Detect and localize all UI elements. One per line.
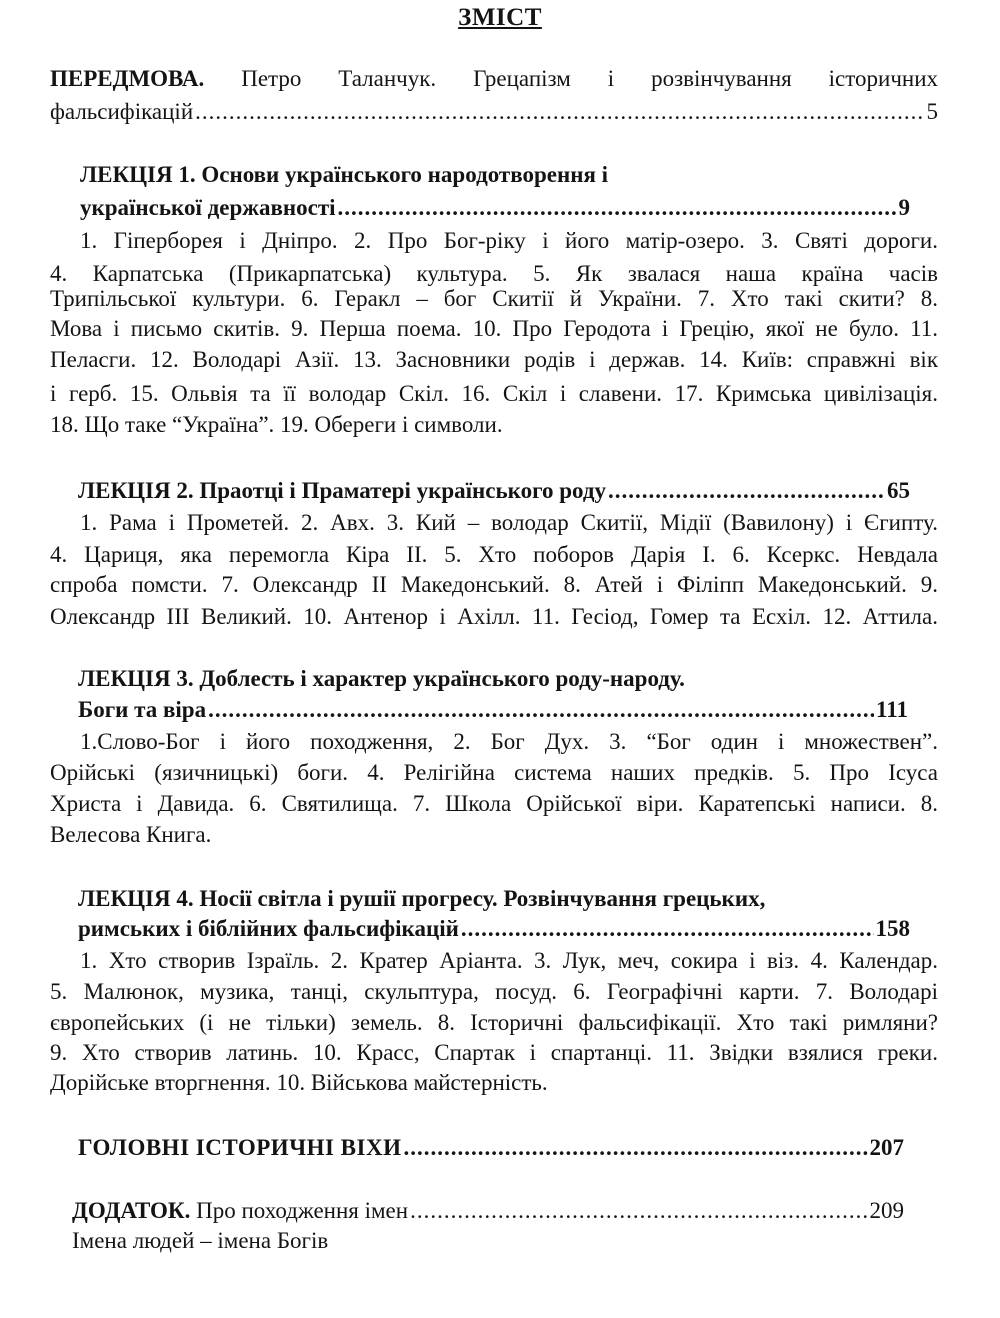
preface-title-line1: Петро Таланчук. Грецапізм і розвінчування історичних	[241, 66, 938, 91]
lecture4-summary-line: 1. Хто створив Ізраїль. 2. Кратер Аріанта. 3. Лук, меч, сокира і віз. 4. Календар.	[80, 948, 938, 973]
lecture1-page-number: 9	[898, 195, 910, 220]
lecture2-page-number: 65	[887, 478, 910, 503]
page-title: ЗМІСТ	[458, 4, 542, 31]
lecture3-summary-line: Христа і Давида. 6. Святилища. 7. Школа Орійської віри. Каратепські написи. 8.	[50, 791, 938, 816]
lecture4-summary-line: Дорійське вторгнення. 10. Військова майстерність.	[50, 1070, 548, 1095]
lecture1-summary-line: і герб. 15. Ольвія та її володар Скіл. 16. Скіл і славени. 17. Кримська цивілізація.	[50, 381, 938, 406]
lecture3-page-number: 111	[876, 697, 908, 722]
lecture2-summary-line: спроба помсти. 7. Олександр ІІ Македонський. 8. Атей і Філіпп Македонський. 9.	[50, 572, 938, 597]
appendix-heading: ДОДАТОК.	[72, 1198, 191, 1223]
lecture1-toc-line	[80, 193, 910, 223]
preface-entry	[50, 64, 938, 94]
preface-title-line2: фальсифікацій	[50, 99, 194, 124]
lecture2-toc-line	[78, 476, 910, 506]
preface-heading: ПЕРЕДМОВА.	[50, 66, 205, 91]
lecture3-summary-line: 1.Слово-Бог і його походження, 2. Бог Дух. 3. “Бог один і множествен”.	[80, 729, 938, 754]
leader-dots	[338, 193, 897, 223]
leader-dots	[403, 1133, 867, 1163]
lecture4-summary-line: 5. Малюнок, музика, танці, скульптура, посуд. 6. Географічні карти. 7. Володарі	[50, 979, 938, 1004]
appendix-toc-line	[72, 1196, 904, 1226]
lecture2-title: ЛЕКЦІЯ 2. Праотці і Праматері українського роду	[78, 478, 606, 503]
lecture1-summary-line: 18. Що таке “Україна”. 19. Обереги і символи.	[50, 412, 503, 437]
lecture3-summary-line: Орійські (язичницькі) боги. 4. Релігійна система наших предків. 5. Про Ісуса	[50, 760, 938, 785]
lecture4-title-line1: ЛЕКЦІЯ 4. Носії світла і рушії прогресу. Розвінчування грецьких,	[78, 886, 766, 911]
leader-dots	[608, 476, 885, 506]
lecture3-summary-line: Велесова Книга.	[50, 822, 212, 847]
lecture1-title-line2: української державності	[80, 195, 336, 220]
appendix-page-number: 209	[869, 1198, 904, 1223]
appendix-subtitle: Імена людей – імена Богів	[72, 1228, 329, 1253]
lecture3-title-line1: ЛЕКЦІЯ 3. Доблесть і характер українського роду-народу.	[78, 666, 685, 691]
lecture1-summary-line: Трипільської культури. 6. Геракл – бог Скитії й України. 7. Хто такі скити? 8.	[50, 286, 938, 311]
lecture2-summary-line: 4. Цариця, яка перемогла Кіра ІІ. 5. Хто поборов Дарія І. 6. Ксеркс. Невдала	[50, 542, 938, 567]
lecture2-summary-line: 1. Рама і Прометей. 2. Авх. 3. Кий – володар Скитії, Мідії (Вавилону) і Єгипту.	[80, 510, 938, 535]
lecture1-summary-line: 4. Карпатська (Прикарпатська) культура. 5. Як звалася наша країна часів	[50, 261, 938, 286]
lecture2-summary-line: Олександр ІІІ Великий. 10. Антенор і Ахілл. 11. Гесіод, Гомер та Есхіл. 12. Аттила.	[50, 604, 938, 629]
milestones-toc-line	[78, 1133, 904, 1163]
preface-page-number: 5	[926, 99, 938, 124]
leader-dots	[195, 97, 924, 127]
lecture4-toc-line	[78, 914, 910, 944]
milestones-title: ГОЛОВНІ ІСТОРИЧНІ ВІХИ	[78, 1135, 402, 1160]
lecture4-summary-line: європейських (і не тільки) земель. 8. Історичні фальсифікації. Хто такі римляни?	[50, 1010, 938, 1035]
lecture4-title-line2: римських і біблійних фальсифікацій	[78, 916, 459, 941]
leader-dots	[208, 695, 874, 725]
lecture1-summary-line: 1. Гіперборея і Дніпро. 2. Про Бог-ріку і його матір-озеро. 3. Святі дороги.	[80, 228, 938, 253]
preface-toc-line	[50, 97, 938, 127]
lecture4-summary-line: 9. Хто створив латинь. 10. Красс, Спартак і спартанці. 11. Звідки взялися греки.	[50, 1040, 938, 1065]
lecture1-summary-line: Мова і письмо скитів. 9. Перша поема. 10. Про Геродота і Грецію, якої не було. 11.	[50, 316, 938, 341]
lecture1-title-line1: ЛЕКЦІЯ 1. Основи українського народотворення і	[80, 162, 609, 187]
milestones-page-number: 207	[869, 1135, 904, 1160]
leader-dots	[410, 1196, 867, 1226]
lecture3-toc-line	[78, 695, 908, 725]
lecture3-title-line2: Боги та віра	[78, 697, 207, 722]
appendix-title: Про походження імен	[196, 1198, 409, 1223]
leader-dots	[461, 914, 874, 944]
lecture4-page-number: 158	[875, 916, 910, 941]
lecture1-summary-line: Пеласги. 12. Володарі Азії. 13. Засновники родів і держав. 14. Київ: справжні вік	[50, 347, 938, 372]
